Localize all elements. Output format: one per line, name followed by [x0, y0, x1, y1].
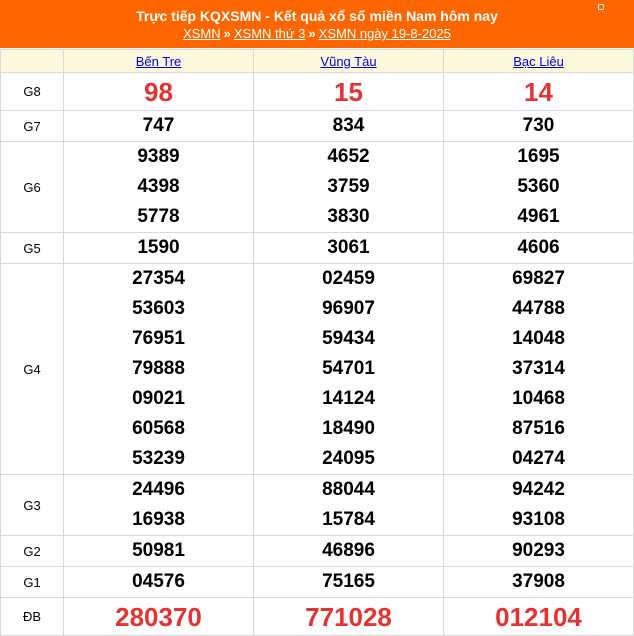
prize-number: 4961: [517, 206, 560, 227]
prize-number: 54701: [322, 358, 375, 379]
prize-number: 012104: [495, 601, 582, 632]
prize-row: [1, 233, 634, 264]
prize-cell: [64, 475, 254, 536]
prize-number: 3759: [327, 176, 370, 197]
breadcrumb-separator: »: [308, 26, 316, 41]
prize-label: G4: [1, 264, 64, 475]
prize-number: 1695: [517, 146, 560, 167]
prize-cell: [444, 233, 634, 264]
prize-row: [1, 264, 634, 475]
prize-row: [1, 567, 634, 598]
province-link-vung-tau[interactable]: Vũng Tàu: [320, 53, 377, 69]
prize-row: [1, 475, 634, 536]
prize-number: 50981: [132, 540, 185, 561]
breadcrumb-separator: »: [223, 26, 231, 41]
province-header: [254, 50, 444, 73]
prize-cell: [254, 475, 444, 536]
prize-number: 04274: [512, 448, 565, 469]
prize-cell: [254, 142, 444, 233]
prize-number: 60568: [132, 418, 185, 439]
expand-icon[interactable]: [598, 4, 604, 10]
prize-cell: [64, 111, 254, 142]
prize-number: 15: [334, 76, 363, 107]
prize-number: 44788: [512, 298, 565, 319]
prize-number: 18490: [322, 418, 375, 439]
prize-cell: [444, 264, 634, 475]
prize-cell: [64, 567, 254, 598]
prize-label: ĐB: [1, 598, 64, 636]
prize-number: 46896: [322, 540, 375, 561]
province-link-ben-tre[interactable]: Bến Tre: [135, 53, 182, 69]
prize-cell: [444, 142, 634, 233]
prize-number: 27354: [132, 268, 185, 289]
prize-number: 09021: [132, 388, 185, 409]
page-title: Trực tiếp KQXSMN - Kết quả xổ số miền Nam hôm nay: [136, 8, 498, 24]
prize-label: G3: [1, 475, 64, 536]
prize-number: 771028: [305, 601, 392, 632]
prize-number: 53603: [132, 298, 185, 319]
prize-row: [1, 142, 634, 233]
prize-row: [1, 73, 634, 111]
prize-cell: [444, 567, 634, 598]
prize-number: 16938: [132, 509, 185, 530]
prize-number: 90293: [512, 540, 565, 561]
prize-number: 730: [522, 115, 555, 136]
prize-number: 96907: [322, 298, 375, 319]
prize-number: 14: [524, 76, 553, 107]
prize-cell: [444, 536, 634, 567]
prize-number: 280370: [115, 601, 202, 632]
prize-cell: [64, 142, 254, 233]
prize-number: 69827: [512, 268, 565, 289]
prize-cell: [444, 111, 634, 142]
prize-cell: [444, 598, 634, 636]
results-table: [0, 49, 634, 636]
prize-number: 87516: [512, 418, 565, 439]
prize-number: 59434: [322, 328, 375, 349]
province-header-row: [1, 50, 634, 73]
prize-cell: [254, 598, 444, 636]
header-blank-cell: [1, 50, 64, 73]
prize-number: 1590: [137, 237, 180, 258]
prize-number: 98: [144, 76, 173, 107]
province-header: [444, 50, 634, 73]
prize-cell: [254, 233, 444, 264]
prize-number: 04576: [132, 571, 185, 592]
prize-number: 747: [142, 115, 175, 136]
prize-number: 834: [332, 115, 365, 136]
prize-number: 24095: [322, 448, 375, 469]
prize-number: 5360: [517, 176, 560, 197]
prize-label: G2: [1, 536, 64, 567]
prize-row: [1, 536, 634, 567]
prize-table-body: [1, 73, 634, 636]
prize-number: 14048: [512, 328, 565, 349]
prize-number: 53239: [132, 448, 185, 469]
prize-number: 94242: [512, 479, 565, 500]
prize-number: 24496: [132, 479, 185, 500]
prize-number: 5778: [137, 206, 180, 227]
prize-number: 3061: [327, 237, 370, 258]
prize-number: 93108: [512, 509, 565, 530]
prize-label: G7: [1, 111, 64, 142]
prize-cell: [444, 475, 634, 536]
prize-number: 14124: [322, 388, 375, 409]
prize-number: 15784: [322, 509, 375, 530]
prize-row: [1, 111, 634, 142]
prize-label: G8: [1, 73, 64, 111]
prize-number: 76951: [132, 328, 185, 349]
province-link-bac-lieu[interactable]: Bạc Liêu: [513, 53, 564, 69]
prize-cell: [254, 264, 444, 475]
prize-cell: [254, 111, 444, 142]
prize-number: 37314: [512, 358, 565, 379]
prize-number: 88044: [322, 479, 375, 500]
prize-label: G5: [1, 233, 64, 264]
prize-cell: [444, 73, 634, 111]
prize-cell: [254, 536, 444, 567]
prize-number: 4606: [517, 237, 560, 258]
prize-label: G6: [1, 142, 64, 233]
prize-cell: [254, 567, 444, 598]
page-header: [0, 0, 634, 48]
breadcrumb: [0, 25, 634, 42]
province-header: [64, 50, 254, 73]
prize-number: 75165: [322, 571, 375, 592]
prize-row: [1, 598, 634, 636]
prize-number: 4652: [327, 146, 370, 167]
prize-number: 3830: [327, 206, 370, 227]
breadcrumb-xsmn[interactable]: XSMN: [183, 26, 221, 41]
prize-cell: [254, 73, 444, 111]
prize-cell: [64, 233, 254, 264]
prize-number: 79888: [132, 358, 185, 379]
breadcrumb-xsmn-thu-3[interactable]: XSMN thứ 3: [233, 26, 306, 41]
prize-number: 02459: [322, 268, 375, 289]
prize-number: 9389: [137, 146, 180, 167]
prize-number: 37908: [512, 571, 565, 592]
prize-cell: [64, 536, 254, 567]
prize-label: G1: [1, 567, 64, 598]
prize-number: 4398: [137, 176, 180, 197]
prize-cell: [64, 264, 254, 475]
prize-cell: [64, 598, 254, 636]
prize-number: 10468: [512, 388, 565, 409]
breadcrumb-xsmn-date[interactable]: XSMN ngày 19-8-2025: [318, 26, 451, 41]
prize-cell: [64, 73, 254, 111]
